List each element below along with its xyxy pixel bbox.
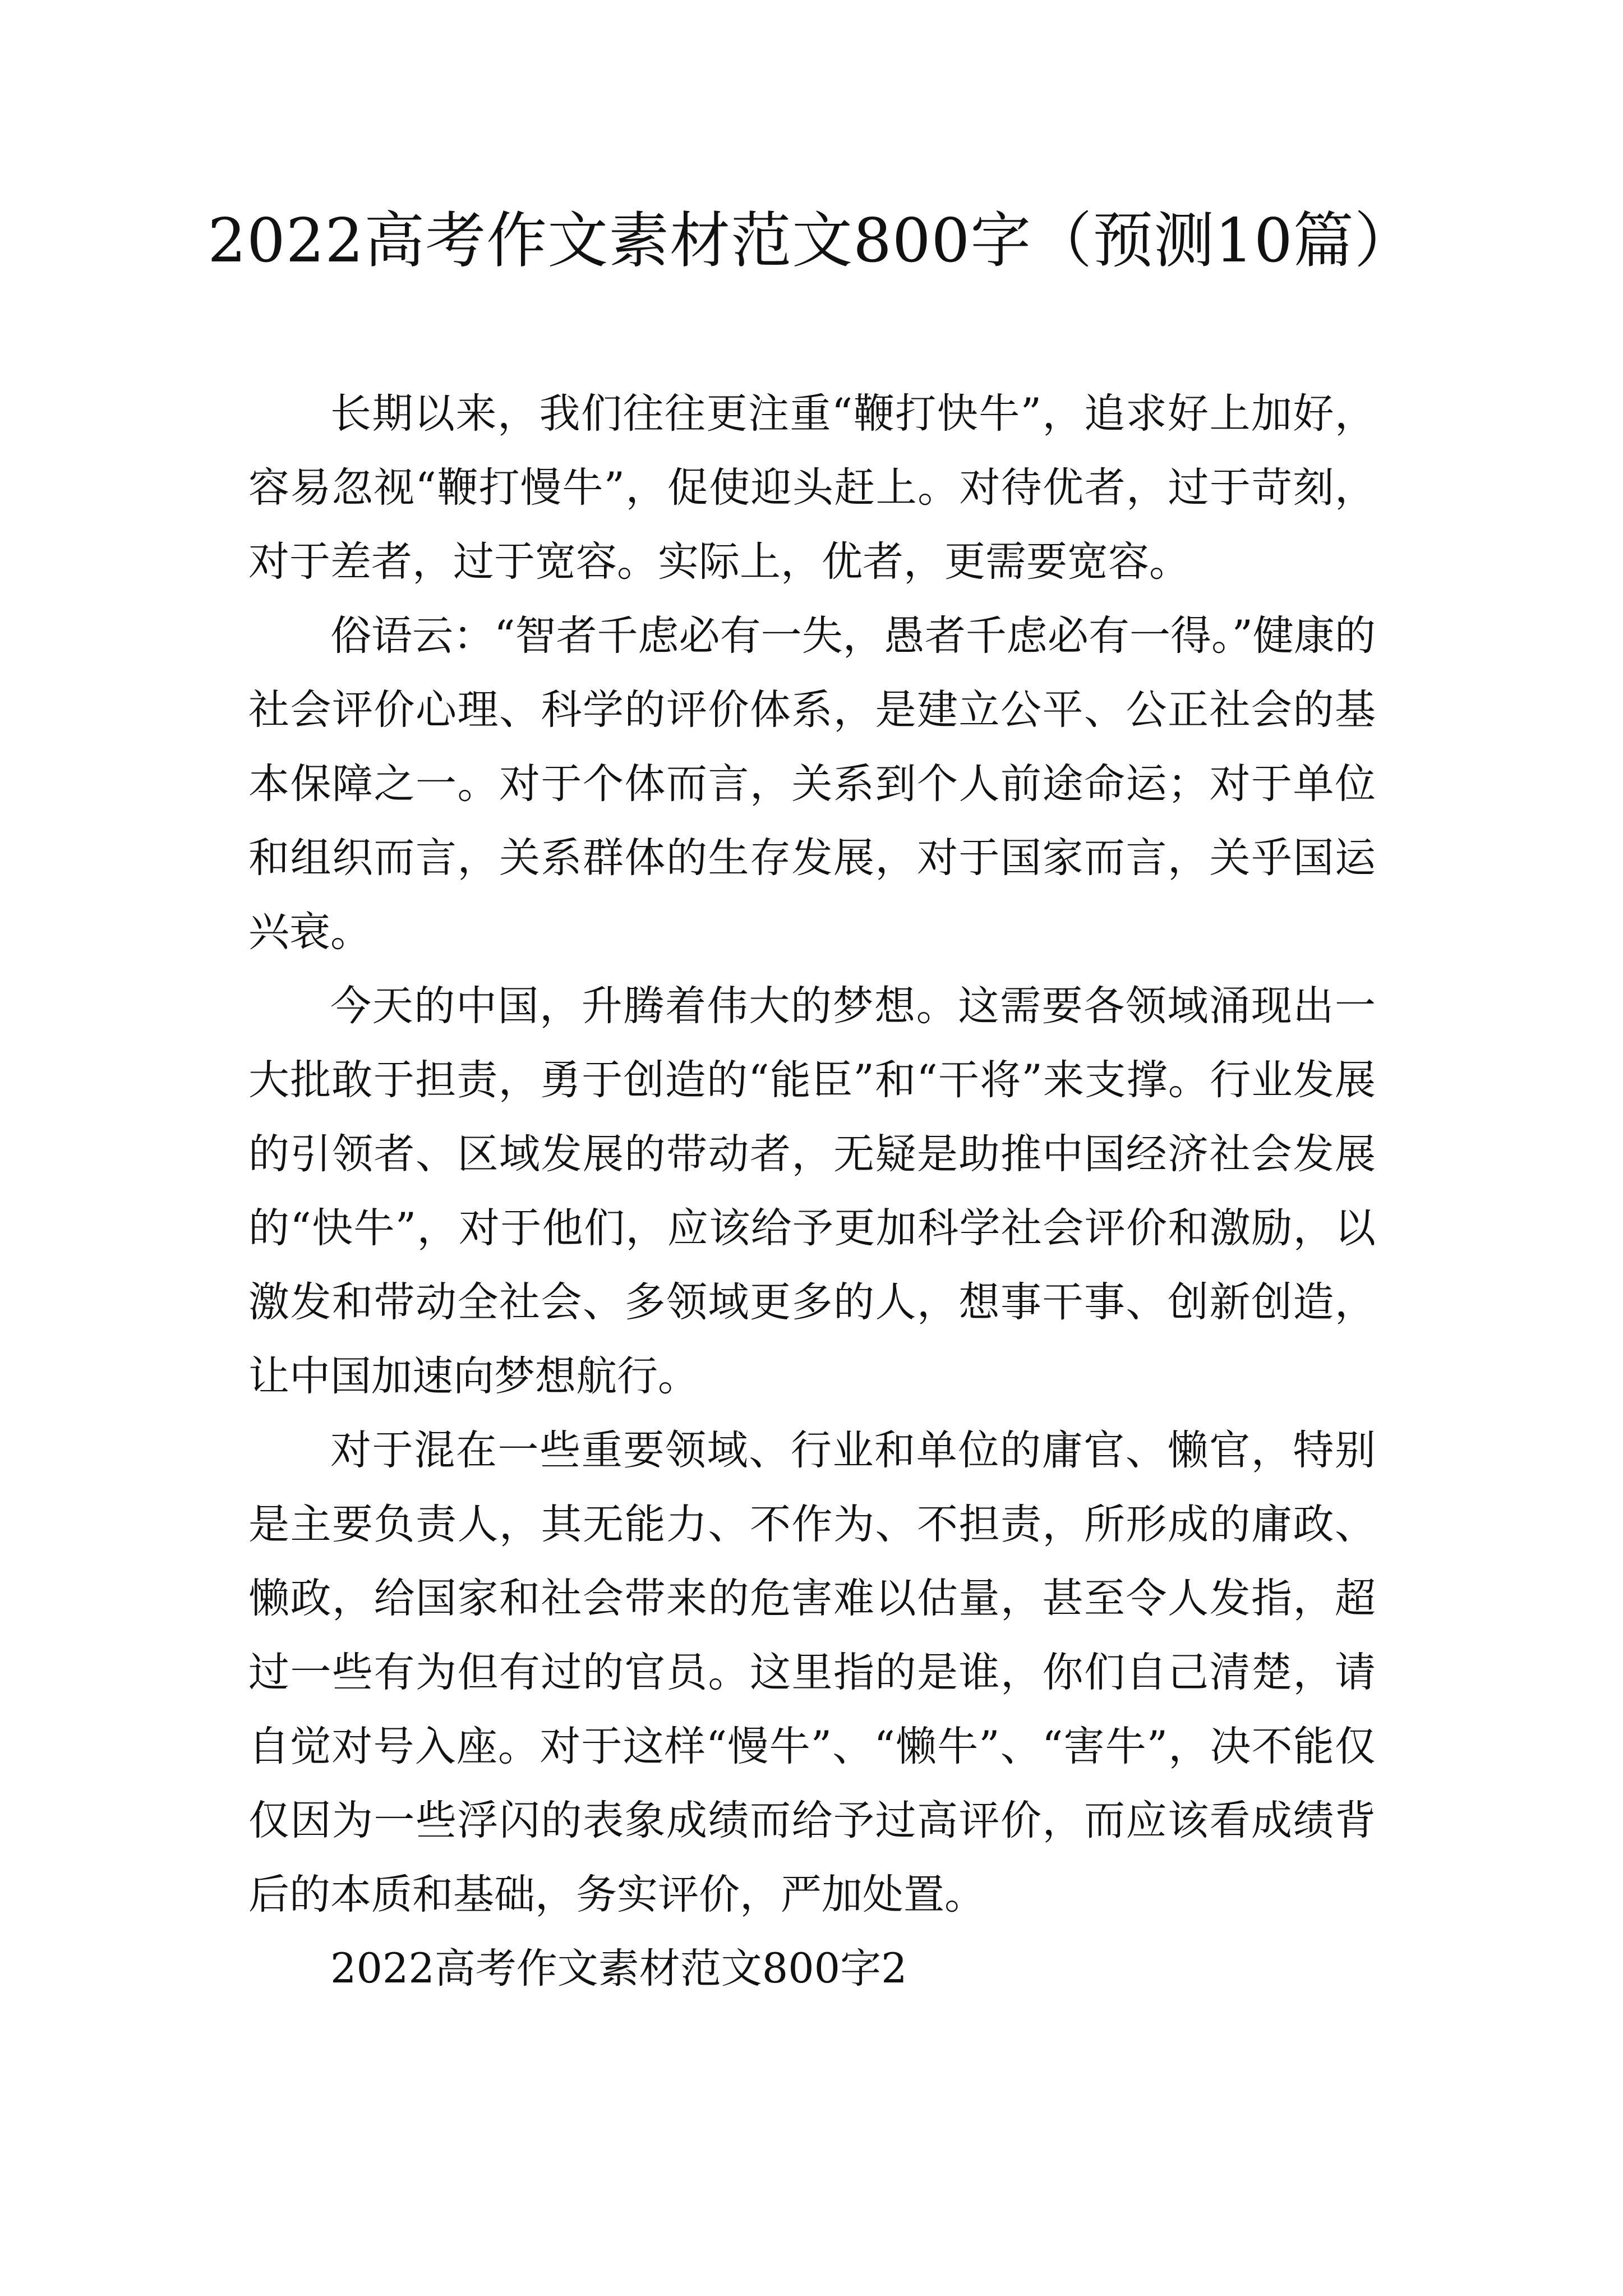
paragraph-4: 对于混在一些重要领域、行业和单位的庸官、懒官，特别是主要负责人，其无能力、不作为、不担责，所形成的庸政、懒政，给国家和社会带来的危害难以估量，甚至令人发指，超过一些有为但有过的官员。这里指的是谁，你们自己清楚，请自觉对号入座。对于这样“慢牛”、“懒牛”、“害牛”，决不能仅仅因为一些浮闪的表象成绩而给予过高评价，而应该看成绩背后的本质和基础，务实评价，严加处置。 xyxy=(248,1427,1376,1918)
document-body xyxy=(248,377,1376,2006)
paragraph-1: 长期以来，我们往往更注重“鞭打快牛”，追求好上加好，容易忽视“鞭打慢牛”，促使迎头赶上。对待优者，过于苛刻，对于差者，过于宽容。实际上，优者，更需要宽容。 xyxy=(248,390,1376,586)
document-title: 2022高考作文素材范文800字（预测10篇） xyxy=(208,206,1415,276)
paragraph-3: 今天的中国，升腾着伟大的梦想。这需要各领域涌现出一大批敢于担责，勇于创造的“能臣”和“干将”来支撑。行业发展的引领者、区域发展的带动者，无疑是助推中国经济社会发展的“快牛”，对于他们，应该给予更加科学社会评价和激励，以激发和带动全社会、多领域更多的人，想事干事、创新创造，让中国加速向梦想航行。 xyxy=(248,982,1376,1400)
section-subheading: 2022高考作文素材范文800字2 xyxy=(330,1945,907,1993)
paragraph-2: 俗语云：“智者千虑必有一失，愚者千虑必有一得。”健康的社会评价心理、科学的评价体系，是建立公平、公正社会的基本保障之一。对于个体而言，关系到个人前途命运；对于单位和组织而言，关系群体的生存发展，对于国家而言，关乎国运兴衰。 xyxy=(248,612,1376,956)
